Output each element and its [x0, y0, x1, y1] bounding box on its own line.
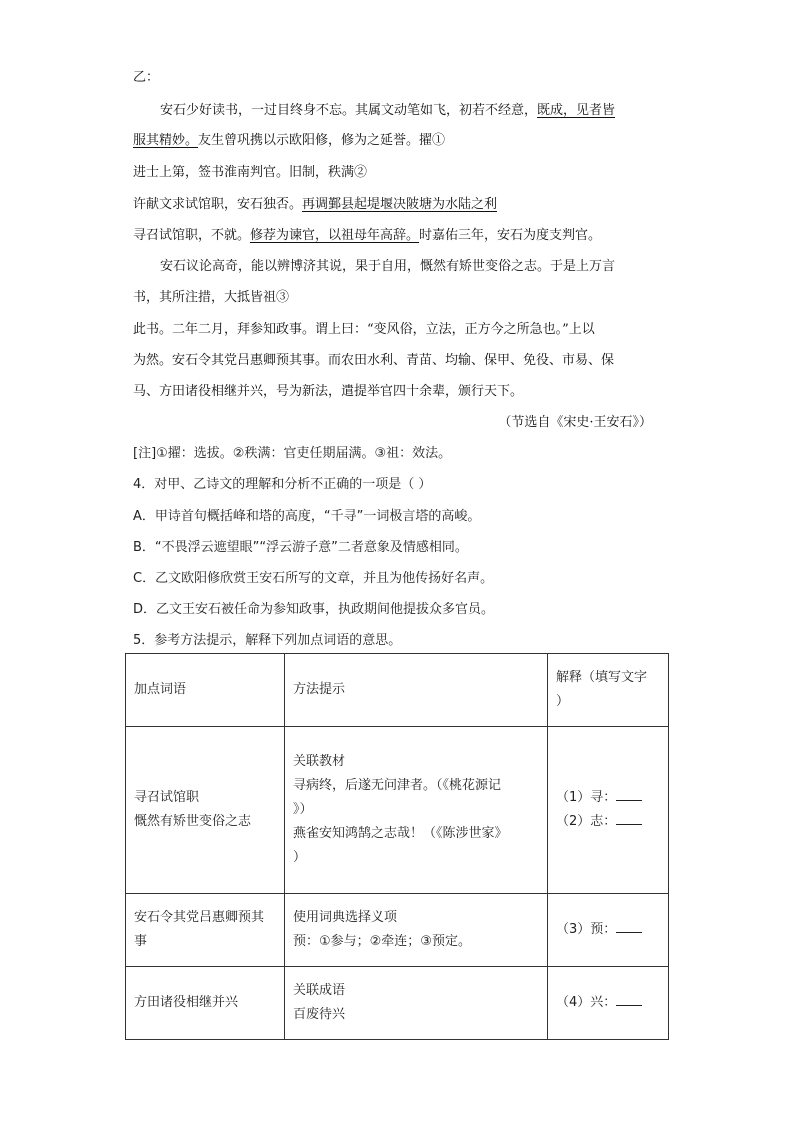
row-3-answers: （4）兴：: [548, 967, 669, 1040]
question-4-stem: 4．对甲、乙诗文的理解和分析不正确的一项是（ ）: [133, 477, 432, 492]
answer-blank-4[interactable]: [616, 991, 642, 1006]
passage-line-2: 服其精妙。友生曾巩携以示欧阳修，修为之延誉。擢①: [133, 133, 446, 148]
header-hint: 方法提示: [285, 654, 548, 727]
passage-line-8: 此书。二年二月，拜参知政事。谓上曰：“变风俗，立法，正方今之所急也。”上以: [133, 322, 595, 337]
table-row: [126, 727, 669, 894]
row-2-words: 安石令其党吕惠卿预其 事: [126, 894, 285, 967]
passage-line-4: 许献文求试馆职，安石独否。再调鄞县起堤堰决陂塘为水陆之利: [133, 197, 498, 212]
passage-line-10: 马、方田诸役相继并兴，号为新法，遣提举官四十余辈，颁行天下。: [133, 384, 524, 399]
header-explanation: 解释（填写文字 ）: [548, 654, 669, 727]
underlined-sentence: 服其精妙。: [133, 133, 199, 148]
underlined-sentence: 修荐为谏官，以祖母年高辞。: [250, 228, 420, 243]
underlined-sentence: 既成，见者皆: [537, 103, 616, 118]
question-4-option-b[interactable]: B．“不畏浮云遮望眼”“浮云游子意”二者意象及情感相同。: [133, 540, 468, 555]
header-words: 加点词语: [126, 654, 285, 727]
row-1-answers: （1）寻： （2）志：: [548, 727, 669, 894]
passage-line-6: 安石议论高奇，能以辨博济其说，果于自用，慨然有矫世变俗之志。于是上万言: [160, 259, 616, 274]
annotation-notes: [注]①擢：选拔。②秩满：官吏任期届满。③祖：效法。: [133, 446, 452, 461]
table-row: [126, 894, 669, 967]
question-4-option-a[interactable]: A．甲诗首句概括峰和塔的高度，“千寻”一词极言塔的高峻。: [133, 509, 481, 524]
row-1-words: 寻召试馆职 慨然有矫世变俗之志: [126, 727, 285, 894]
row-2-answers: （3）预：: [548, 894, 669, 967]
passage-line-1: 安石少好读书，一过目终身不忘。其属文动笔如飞，初若不经意，既成，见者皆: [160, 103, 616, 118]
question-4-option-c[interactable]: C．乙文欧阳修欣赏王安石所写的文章，并且为他传扬好名声。: [133, 571, 494, 586]
underlined-sentence: 再调鄞县起堤堰决陂塘为水陆之利: [302, 197, 498, 212]
row-3-words: 方田诸役相继并兴: [126, 967, 285, 1040]
source-citation: （节选自《宋史·王安石》）: [498, 415, 652, 430]
method-hint-table: [125, 653, 669, 1040]
passage-line-7: 书，其所注措，大抵皆祖③: [133, 290, 290, 305]
passage-line-5: 寻召试馆职，不就。修荐为谏官，以祖母年高辞。时嘉佑三年，安石为度支判官。: [133, 228, 602, 243]
answer-blank-3[interactable]: [616, 918, 642, 933]
passage-line-9: 为然。安石令其党吕惠卿预其事。而农田水利、青苗、均输、保甲、免役、市易、保: [133, 353, 615, 368]
table-row: [126, 967, 669, 1040]
answer-blank-2[interactable]: [616, 810, 642, 825]
question-4-option-d[interactable]: D．乙文王安石被任命为参知政事，执政期间他提拔众多官员。: [133, 602, 495, 617]
passage-label: 乙：: [133, 70, 160, 85]
passage-line-3: 进士上第，签书淮南判官。旧制，秩满②: [133, 165, 368, 180]
row-1-hint: 关联教材 寻病终，后遂无问津者。（《桃花源记 》） 燕雀安知鸿鹄之志哉！（《陈涉世家》 ）: [285, 727, 548, 894]
row-2-hint: 使用词典选择义项 预：①参与；②牵连；③预定。: [285, 894, 548, 967]
answer-blank-1[interactable]: [616, 786, 642, 801]
table-header-row: [126, 654, 669, 727]
question-5-stem: 5．参考方法提示，解释下列加点词语的意思。: [133, 633, 402, 648]
row-3-hint: 关联成语 百废待兴: [285, 967, 548, 1040]
